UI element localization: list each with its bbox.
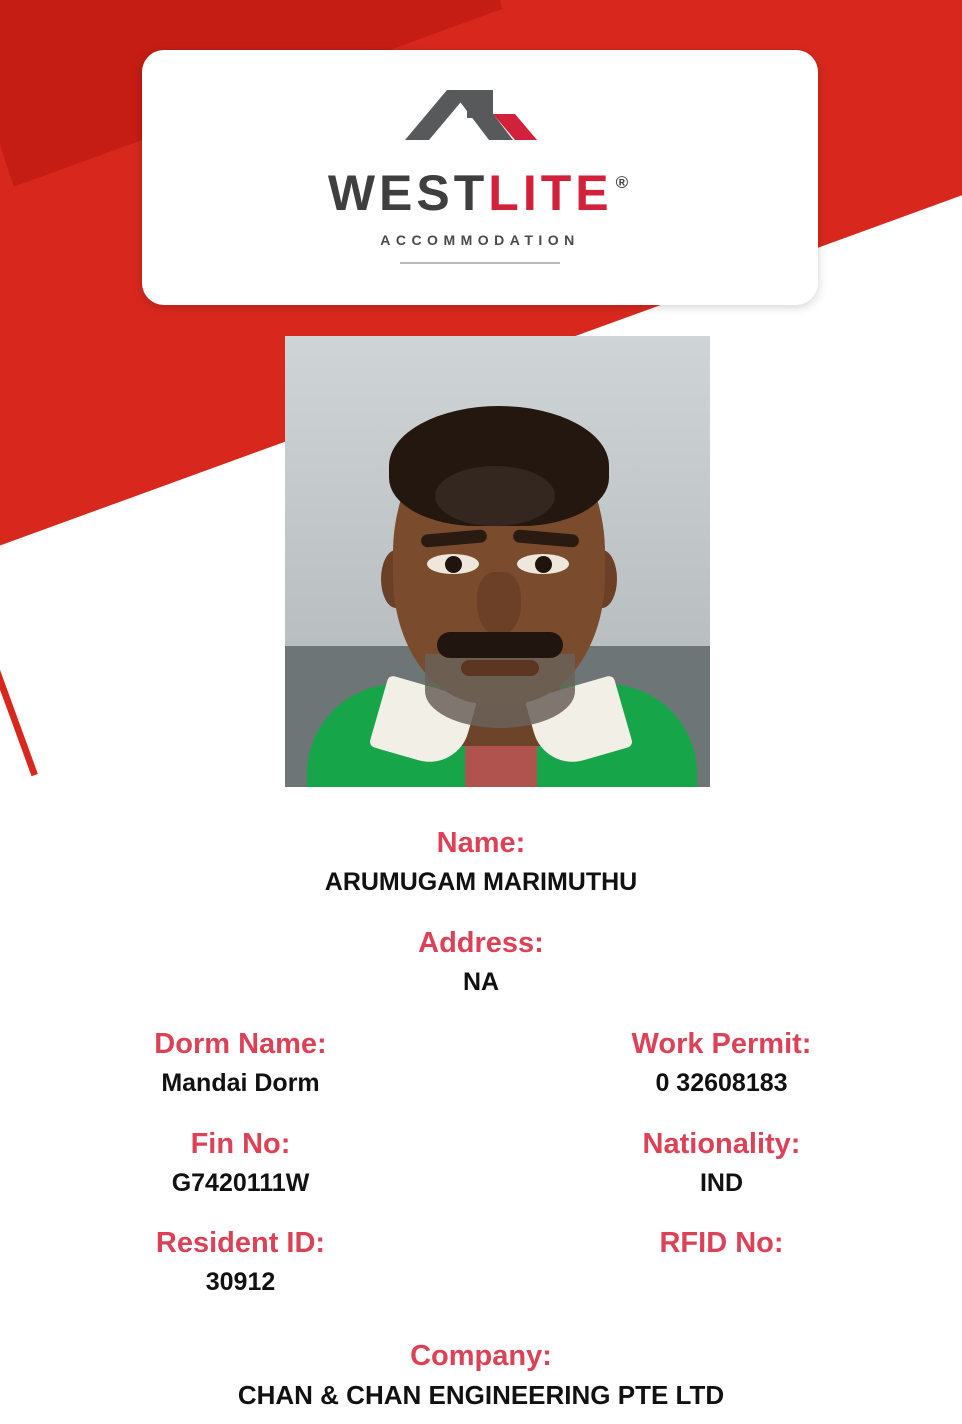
wordmark-lite: LITE [488,165,613,221]
field-rfid-no [481,1227,962,1297]
field-fin-no-value: G7420111W [171,1169,310,1198]
field-name-label: Name: [436,827,526,859]
logo-card [142,50,818,305]
row-fin-nationality [0,1128,962,1198]
photo-forehead-highlight [435,466,555,526]
photo-moustache [437,632,563,658]
resident-photo [285,336,710,787]
westlite-roof-icon [405,84,555,146]
field-resident-id-label: Resident ID: [155,1227,326,1259]
field-address-value: NA [462,968,500,997]
row-resident-rfid [0,1227,962,1297]
field-address-label: Address: [418,927,544,959]
field-nationality [481,1128,962,1198]
photo-nose [477,572,521,636]
field-fin-no-label: Fin No: [190,1128,291,1160]
field-name-value: ARUMUGAM MARIMUTHU [324,868,638,897]
field-rfid-no-label: RFID No: [659,1227,784,1259]
row-dorm-workpermit [0,1028,962,1098]
field-resident-id-value: 30912 [205,1268,276,1297]
logo-divider [400,262,560,264]
field-nationality-label: Nationality: [642,1128,801,1160]
field-dorm-name-label: Dorm Name: [154,1028,327,1060]
field-work-permit [481,1028,962,1098]
field-company-value: CHAN & CHAN ENGINEERING PTE LTD [237,1380,725,1411]
field-address [0,927,962,997]
field-fin-no [0,1128,481,1198]
field-name [0,827,962,897]
westlite-wordmark [328,164,632,222]
field-nationality-value: IND [699,1169,744,1198]
field-work-permit-label: Work Permit: [631,1028,812,1060]
field-resident-id [0,1227,481,1297]
field-dorm-name-value: Mandai Dorm [161,1069,320,1098]
wordmark-west: WEST [327,165,489,221]
field-company-label: Company: [410,1340,552,1372]
field-company [0,1340,962,1412]
registered-mark-icon: ® [615,173,633,192]
photo-mouth [461,660,539,676]
photo-pupil-left [445,556,462,573]
logo-tagline: ACCOMMODATION [380,232,580,248]
field-work-permit-value: 0 32608183 [655,1069,788,1098]
photo-pupil-right [535,556,552,573]
field-dorm-name [0,1028,481,1098]
resident-details [0,800,962,1424]
